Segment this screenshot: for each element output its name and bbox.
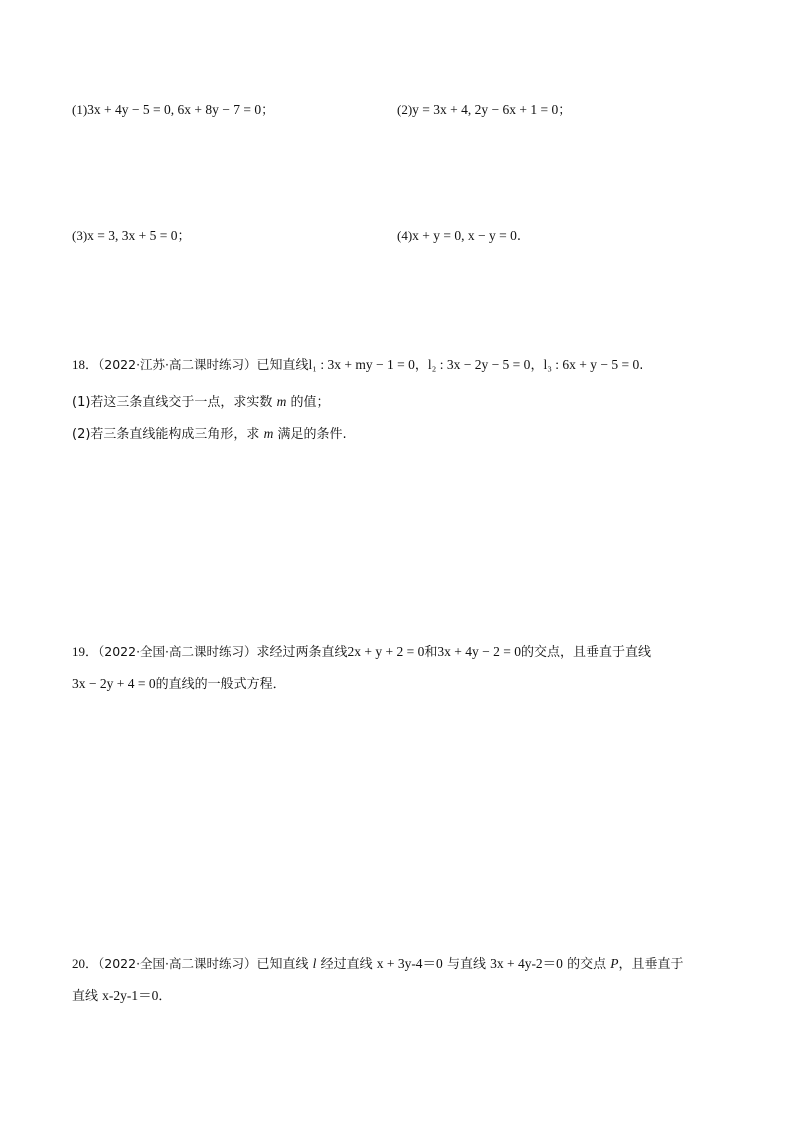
equation-1: x + 3y-4＝0 [376,956,443,971]
variable-l: l [312,956,317,971]
question-source: （2022·江苏·高二课时练习） [98,357,257,372]
variable-m: m [263,426,274,441]
q20-stem [72,955,683,974]
punctuation: ， [414,358,428,373]
question-number: 20． [72,956,99,971]
stem-text: 与直线 [442,957,491,972]
part-text: (2)若三条直线能构成三角形，求 [72,427,264,442]
q18-part-2 [72,425,347,444]
question-number: 18． [72,357,99,372]
stem-text: ，且垂直于 [618,957,684,972]
stem-text: 和 [424,645,438,660]
part-label: (4) [397,228,413,243]
equation: x + y = 0, x − y = 0 [412,228,517,243]
equation-3: x-2y-1＝0 [102,988,159,1003]
q17-part-4 [397,227,521,246]
part-text: (1)若这三条直线交于一点，求实数 [72,395,277,410]
stem-text: 的交点 [562,957,611,972]
equation: y = 3x + 4, 2y − 6x + 1 = 0 [412,102,559,117]
question-number: 19． [72,644,99,659]
q17-part-1 [72,101,274,120]
q17-part-2 [397,101,571,120]
equation-l1: l₁ : 3x + my − 1 = 0 [308,357,415,372]
punctuation: . [516,229,522,244]
punctuation: ， [530,358,544,373]
equation: x = 3, 3x + 5 = 0 [87,228,178,243]
equation-2: 3x + 4y − 2 = 0 [437,644,521,659]
equation-3: 3x − 2y + 4 = 0 [72,676,156,691]
part-label: (1) [72,102,88,117]
q19-stem [72,643,651,662]
stem-text: 的直线的一般式方程． [155,677,286,692]
q18-stem [72,356,643,375]
equation: 3x + 4y − 5 = 0, 6x + 8y − 7 = 0 [87,102,262,117]
q19-stem-line-2 [72,675,286,694]
stem-text: 求经过两条直线 [256,645,348,660]
punctuation: ； [558,103,572,118]
equation-1: 2x + y + 2 = 0 [347,644,425,659]
q18-part-1 [72,393,329,412]
stem-text: 已知直线 [256,358,309,373]
point-p: P [610,956,619,971]
stem-text: 经过直线 [316,957,377,972]
punctuation: ； [177,229,191,244]
punctuation: . [639,358,644,373]
q17-part-3 [72,227,191,246]
part-label: (3) [72,228,88,243]
variable-m: m [276,394,287,409]
part-text: 的值； [286,395,330,410]
stem-text: 直线 [72,989,103,1004]
equation-l2: l₂ : 3x − 2y − 5 = 0 [427,357,531,372]
question-source: （2022·全国·高二课时练习） [98,956,257,971]
stem-text: 已知直线 [256,957,313,972]
punctuation: ； [261,103,275,118]
equation-2: 3x + 4y-2＝0 [490,956,563,971]
equation-l3: l₃ : 6x + y − 5 = 0 [543,357,640,372]
part-label: (2) [397,102,413,117]
part-text: 满足的条件. [273,427,347,442]
stem-text: 的交点，且垂直于直线 [521,645,652,660]
q20-stem-line-2 [72,987,171,1006]
punctuation: ． [158,989,172,1004]
question-source: （2022·全国·高二课时练习） [98,644,257,659]
